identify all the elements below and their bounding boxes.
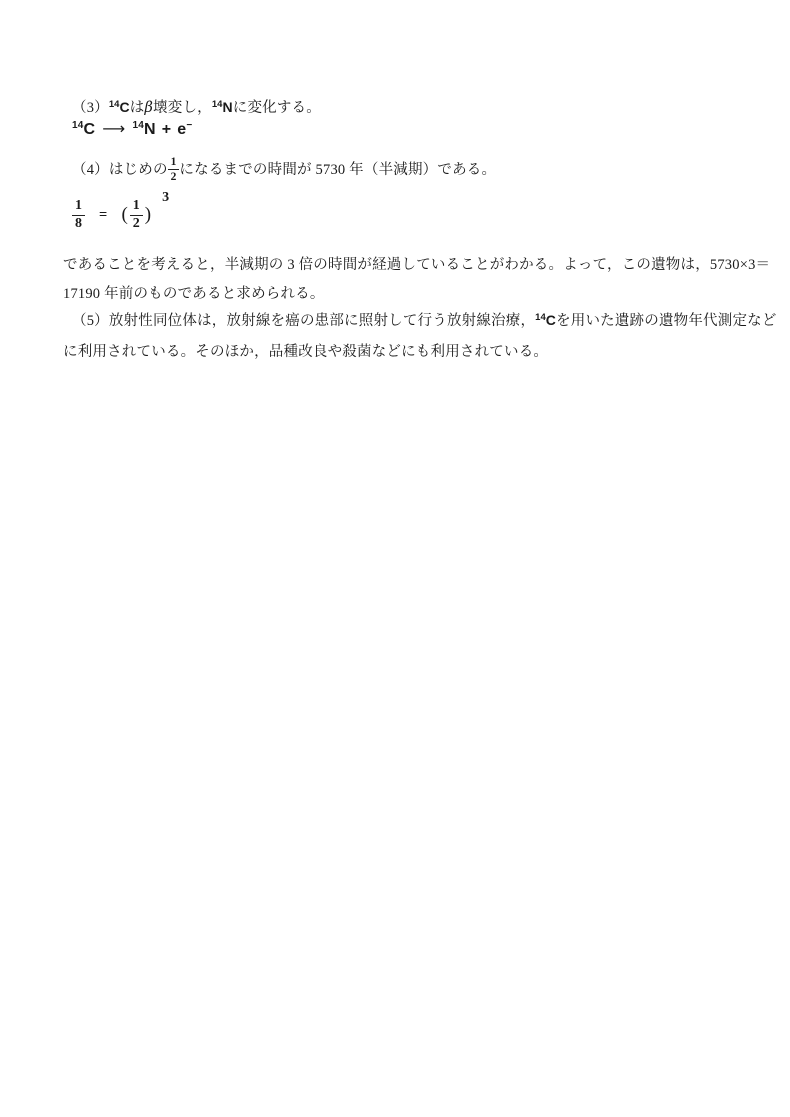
- denominator: 8: [75, 215, 82, 231]
- nuclide-mass: 14: [211, 99, 223, 110]
- denominator: 2: [132, 215, 140, 231]
- item-number: （4）: [72, 161, 109, 178]
- answer-4-line: [63, 157, 496, 184]
- numerator: 1: [130, 199, 143, 216]
- paragraph-line: 17190 年前のものであると求められる。: [63, 285, 325, 302]
- answer-5-text: 放射性同位体は，放射線を癌の患部に照射して行う放射線治療，: [108, 313, 536, 329]
- paragraph-line: であることを考えると，半減期の 3 倍の時間が経過していることがわかる。よって，この遺物は，5730×3＝: [63, 257, 771, 273]
- close-paren: ): [144, 204, 152, 226]
- answer-5-paragraph: [63, 306, 777, 366]
- nuclide-mass: 14: [72, 120, 84, 131]
- plus-sign: +: [161, 121, 172, 138]
- decay-equation: [63, 119, 192, 139]
- answer-5-text: を用いた遺跡の遺物年代測定など: [556, 313, 777, 329]
- nuclide-symbol: N: [222, 99, 233, 115]
- denominator: 2: [170, 171, 177, 184]
- exponent: 3: [162, 190, 170, 206]
- nuclide-c14: [535, 313, 556, 329]
- answer-3-line: [63, 96, 321, 117]
- open-paren: (: [121, 204, 128, 226]
- answer-3-text: に変化する。: [232, 100, 321, 116]
- nuclide-mass: 14: [535, 312, 546, 323]
- answer-3-text: 壊変し，: [153, 100, 212, 116]
- nuclide-c14: [72, 121, 95, 138]
- fraction-one-half: [130, 199, 143, 231]
- beta-symbol: β: [144, 100, 154, 116]
- numerator: 1: [168, 156, 180, 170]
- right-arrow: ⟶: [102, 121, 126, 138]
- nuclide-mass: 14: [108, 99, 120, 110]
- electron-charge: −: [186, 120, 193, 131]
- nuclide-c14: [109, 100, 130, 116]
- nuclide-n14: [132, 121, 155, 138]
- answer-3-text: は: [129, 100, 145, 116]
- conclusion-paragraph: [63, 251, 770, 308]
- electron: [177, 121, 192, 138]
- nuclide-symbol: C: [119, 99, 130, 115]
- fraction-one-half: [168, 156, 180, 183]
- nuclide-symbol: C: [545, 312, 557, 328]
- item-number: （5）: [72, 313, 109, 329]
- nuclide-symbol: C: [83, 121, 96, 138]
- nuclide-symbol: N: [143, 121, 156, 138]
- answer-4-text: はじめの: [108, 161, 168, 178]
- electron-symbol: e: [177, 121, 187, 138]
- nuclide-n14: [212, 100, 233, 116]
- numerator: 1: [72, 199, 85, 216]
- equals-sign: =: [99, 206, 108, 223]
- answer-4-text: になるまでの時間が 5730 年（半減期）である。: [179, 161, 497, 178]
- item-number: （3）: [72, 100, 109, 116]
- nuclide-mass: 14: [132, 120, 144, 131]
- fraction-one-eighth: [72, 199, 85, 231]
- fraction-equation: [63, 190, 170, 231]
- paragraph-line: に利用されている。そのほか，品種改良や殺菌などにも利用されている。: [63, 343, 549, 360]
- paragraph-line: [63, 306, 777, 338]
